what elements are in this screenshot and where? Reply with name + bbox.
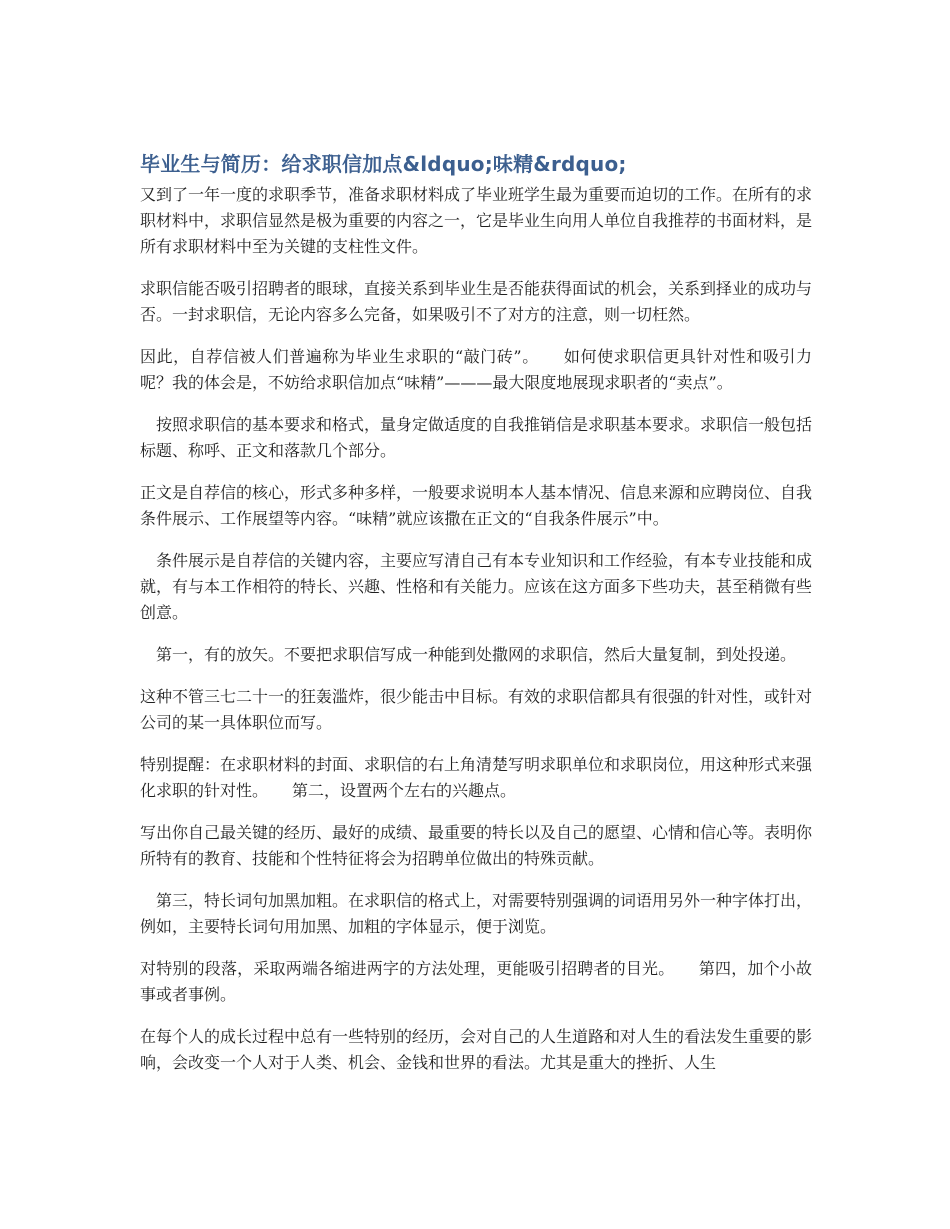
paragraph: 特别提醒：在求职材料的封面、求职信的右上角清楚写明求职单位和求职岗位，用这种形式来强化求职的针对性。 第二，设置两个左右的兴趣点。: [140, 755, 813, 800]
paragraph: 因此，自荐信被人们普遍称为毕业生求职的“敲门砖”。 如何使求职信更具针对性和吸引力呢？我的体会是，不妨给求职信加点“味精”———最大限度地展现求职者的“卖点”。: [140, 347, 812, 392]
paragraph: 第三，特长词句加黑加粗。在求职信的格式上，对需要特别强调的词语用另外一种字体打出，例如，主要特长词句用加黑、加粗的字体显示，便于浏览。: [140, 891, 813, 936]
paragraph: 在每个人的成长过程中总有一些特别的经历，会对自己的人生道路和对人生的看法发生重要的影响，会改变一个人对于人类、机会、金钱和世界的看法。尤其是重大的挫折、人生: [140, 1027, 813, 1072]
document-title: 毕业生与简历：给求职信加点&ldquo;味精&rdquo;: [140, 152, 627, 176]
document-body: [140, 150, 812, 1092]
paragraph: 对特别的段落，采取两端各缩进两字的方法处理，更能吸引招聘者的目光。 第四，加个小故事或者事例。: [140, 959, 812, 1004]
paragraph: 第一，有的放矢。不要把求职信写成一种能到处撒网的求职信，然后大量复制，到处投递。: [140, 645, 797, 664]
paragraph: 又到了一年一度的求职季节，准备求职材料成了毕业班学生最为重要而迫切的工作。在所有的求职材料中，求职信显然是极为重要的内容之一，它是毕业生向用人单位自我推荐的书面材料，是所有求职材料中至为关键的支柱性文件。: [140, 185, 813, 256]
paragraph: 这种不管三七二十一的狂轰滥炸，很少能击中目标。有效的求职信都具有很强的针对性，或针对公司的某一具体职位而写。: [140, 687, 813, 732]
paragraph: 正文是自荐信的核心，形式多种多样，一般要求说明本人基本情况、信息来源和应聘岗位、自我条件展示、工作展望等内容。“味精”就应该撒在正文的“自我条件展示”中。: [140, 483, 813, 528]
paragraph: 写出你自己最关键的经历、最好的成绩、最重要的特长以及自己的愿望、心情和信心等。表明你所特有的教育、技能和个性特征将会为招聘单位做出的特殊贡献。: [140, 823, 813, 868]
paragraph: 条件展示是自荐信的关键内容，主要应写清自己有本专业知识和工作经验，有本专业技能和成就，有与本工作相符的特长、兴趣、性格和有关能力。应该在这方面多下些功夫，甚至稍微有些创意。: [140, 551, 813, 622]
paragraph: 按照求职信的基本要求和格式，量身定做适度的自我推销信是求职基本要求。求职信一般包括标题、称呼、正文和落款几个部分。: [140, 415, 813, 460]
paragraph: 求职信能否吸引招聘者的眼球，直接关系到毕业生是否能获得面试的机会，关系到择业的成功与否。一封求职信，无论内容多么完备，如果吸引不了对方的注意，则一切枉然。: [140, 279, 813, 324]
